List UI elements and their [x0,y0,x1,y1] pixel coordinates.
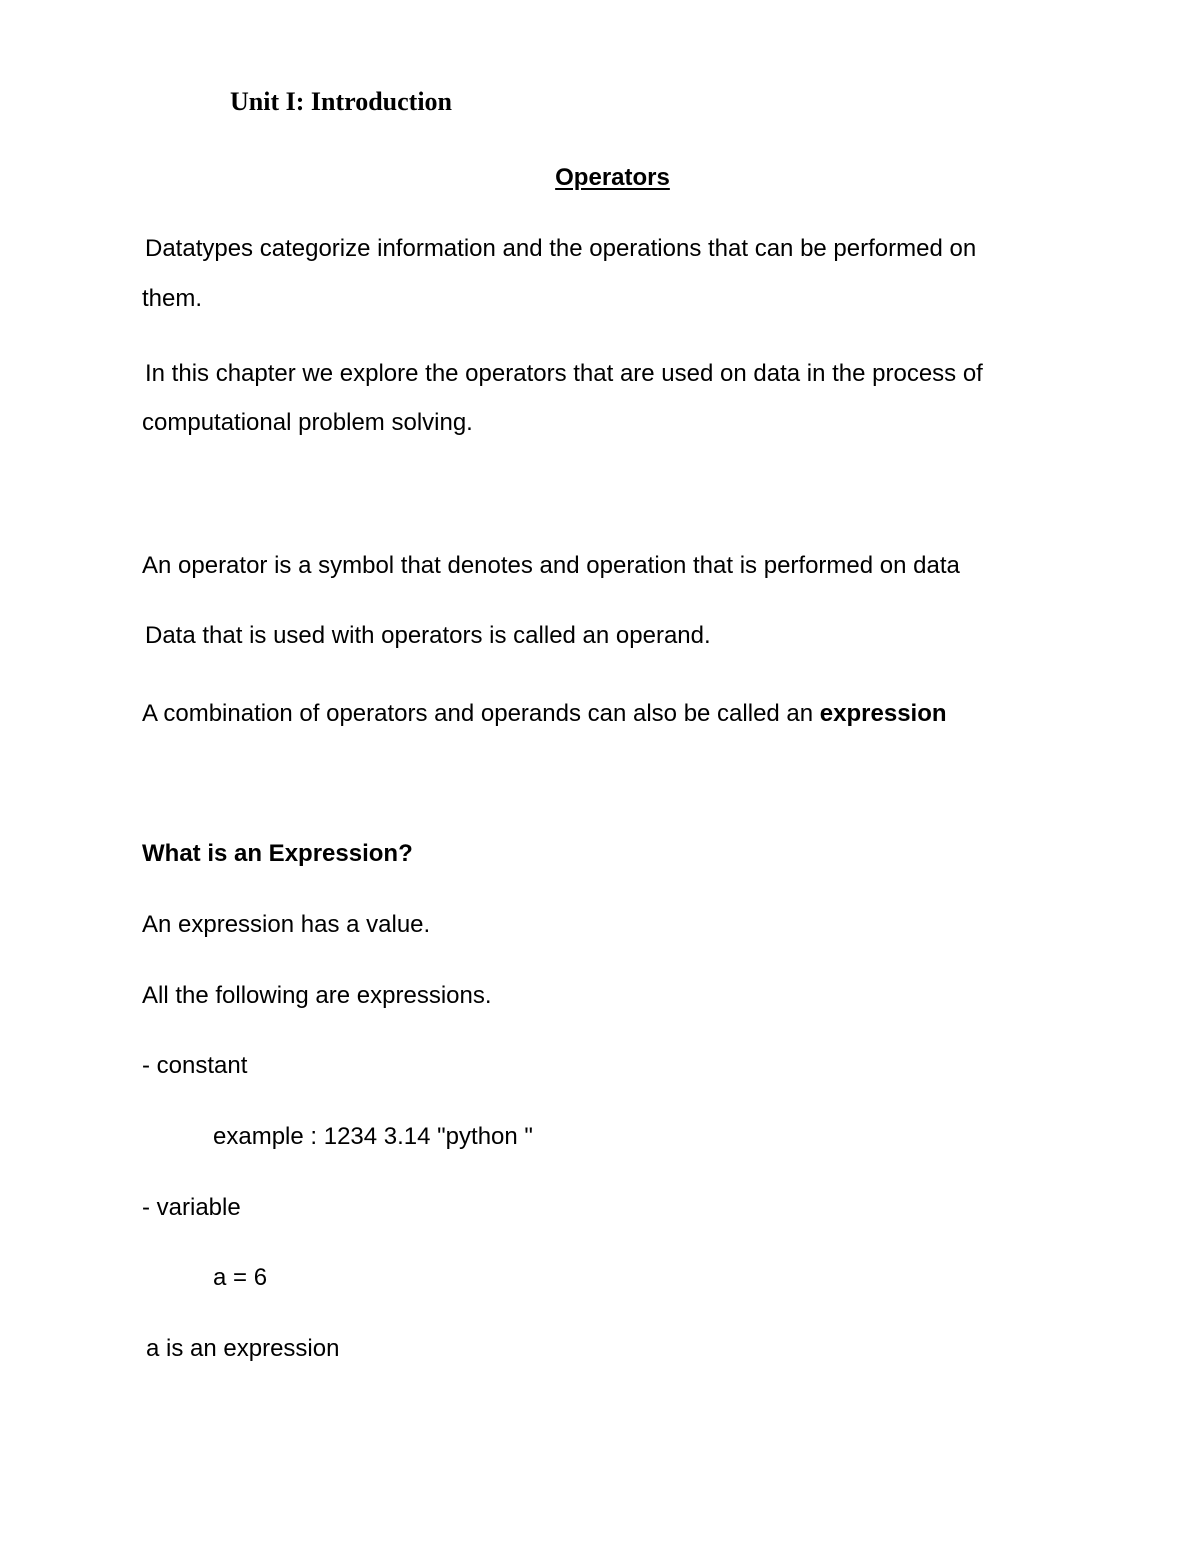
expression-conclusion: a is an expression [146,1335,340,1362]
expression-value-line: An expression has a value. [142,911,431,938]
paragraph-operand-definition: Data that is used with operators is called an operand. [145,622,711,649]
expressions-list-intro: All the following are expressions. [142,982,492,1009]
paragraph-datatypes-line-2: them. [142,285,203,312]
paragraph-chapter-line-1: In this chapter we explore the operators that are used on data in the process of [145,360,983,387]
expression-term: expression [819,700,947,727]
unit-title: Unit I: Introduction [230,87,453,116]
paragraph-datatypes-line-1: Datatypes categorize information and the operations that can be performed on [145,235,977,262]
expression-heading: What is an Expression? [142,840,413,867]
variable-example: a = 6 [213,1264,268,1291]
list-item-variable: - variable [142,1194,241,1221]
paragraph-expression-definition [142,699,947,729]
list-item-constant: - constant [142,1052,248,1079]
paragraph-chapter-line-2: computational problem solving. [142,409,473,436]
paragraph-operator-definition: An operator is a symbol that denotes and operation that is performed on data [142,552,960,579]
constant-example: example : 1234 3.14 "python " [213,1123,533,1150]
expression-definition-text: A combination of operators and operands can also be called an [142,700,820,727]
section-title: Operators [555,164,670,191]
